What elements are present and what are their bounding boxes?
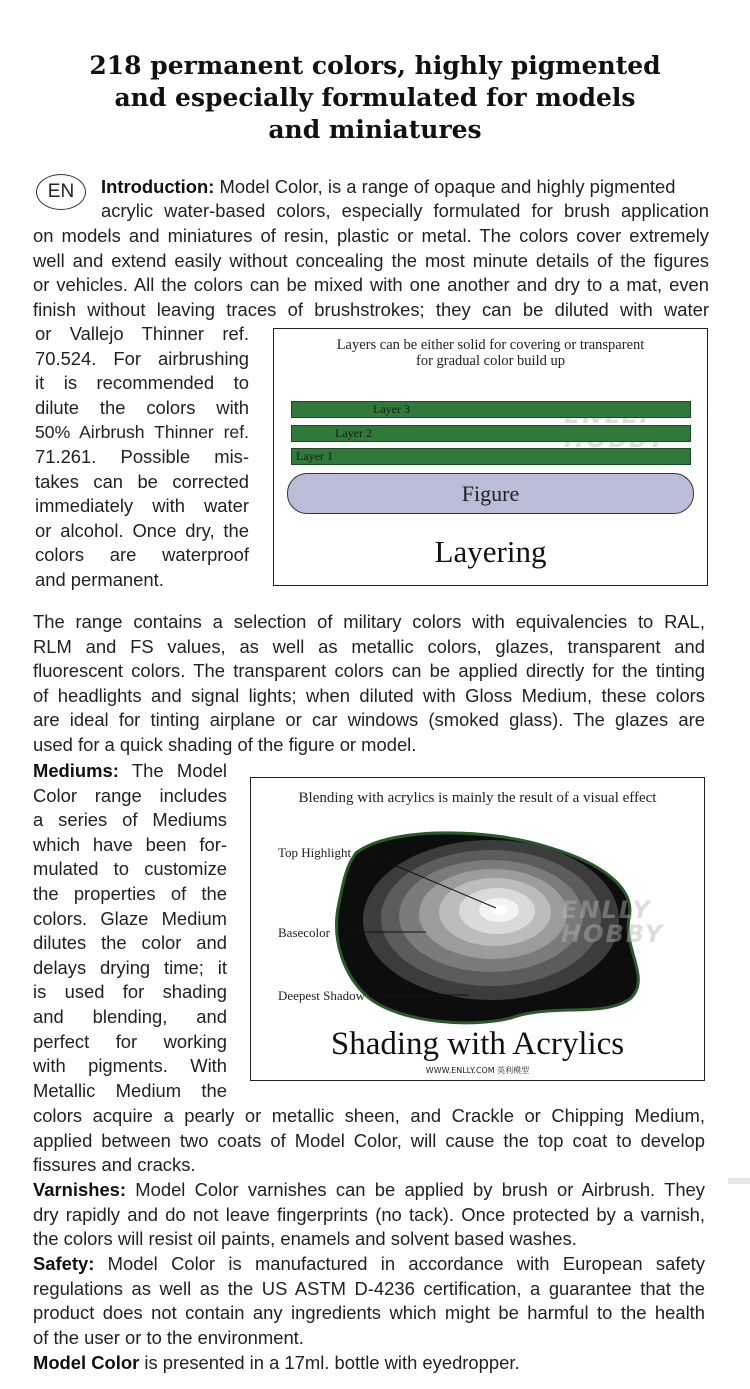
shading-title: Shading with Acrylics bbox=[330, 1026, 625, 1062]
intro-col-line: or Vallejo Thinner ref. bbox=[35, 323, 249, 344]
watermark-line-2: HOBBY bbox=[561, 920, 665, 948]
mediums-col-line: colors. Glaze Medium bbox=[33, 907, 227, 929]
safety-paragraph bbox=[33, 1252, 705, 1350]
layering-title: Layering bbox=[434, 534, 547, 569]
intro-line-1: Model Color, is a range of opaque and highly pigmented bbox=[219, 176, 676, 197]
closing-line bbox=[33, 1351, 705, 1376]
page-title bbox=[0, 50, 750, 146]
shading-caption: Blending with acrylics is mainly the result of a visual effect bbox=[298, 790, 657, 806]
varnishes-heading: Varnishes: bbox=[33, 1179, 127, 1200]
safety-line: regulations as well as the US ASTM D-4236 certification, a guarantee that the bbox=[33, 1277, 705, 1299]
mediums-col-line: and blending, and bbox=[33, 1005, 227, 1027]
intro-col-line: or alcohol. Once dry, the bbox=[35, 519, 249, 541]
edge-tab bbox=[728, 1178, 750, 1184]
title-line-3: and miniatures bbox=[268, 115, 482, 144]
intro-col-line: dilute the colors with bbox=[35, 396, 249, 418]
mediums-first-line bbox=[33, 759, 227, 784]
intro-col-line: 71.261. Possible mis- bbox=[35, 445, 249, 467]
layer-2-label: Layer 2 bbox=[335, 426, 372, 440]
mediums-col-line: Metallic Medium the bbox=[33, 1079, 227, 1101]
title-line-2: and especially formulated for models bbox=[114, 83, 636, 112]
safety-heading: Safety: bbox=[33, 1253, 95, 1274]
intro-line-4: well and extend easily without concealing the most minute details of the figures bbox=[33, 250, 709, 271]
mediums-col-line: a series of Mediums bbox=[33, 809, 227, 831]
intro-line-3: on models and miniatures of resin, plastic or metal. The colors cover extremely bbox=[33, 225, 709, 246]
figure-base: Figure bbox=[287, 473, 694, 514]
layering-caption-line-1: Layers can be either solid for covering or transparent bbox=[336, 337, 645, 353]
varnishes-line: dry rapidly and do not leave fingerprints (no tack). Once protected by a varnish, bbox=[33, 1203, 705, 1225]
intro-line-5: or vehicles. All the colors can be mixed with one another and dry to a mat, even bbox=[33, 274, 709, 295]
mediums-col-line: dilutes the color and bbox=[33, 932, 227, 954]
shading-figure bbox=[250, 777, 705, 1081]
layer-2-bar bbox=[291, 425, 691, 442]
mediums-col-line: which have been for- bbox=[33, 833, 227, 855]
range-line: fluorescent colors. The transparent colors can be applied directly for the tinting bbox=[33, 660, 705, 682]
layer-3-bar bbox=[291, 401, 691, 418]
mediums-col-line: is used for shading bbox=[33, 981, 227, 1003]
label-top-highlight: Top Highlight bbox=[278, 845, 352, 860]
shading-footer: WWW.ENLLY.COM 英利模型 bbox=[425, 1066, 530, 1075]
mediums-col-line: with pigments. With bbox=[33, 1055, 227, 1077]
label-basecolor: Basecolor bbox=[278, 925, 330, 940]
layering-caption bbox=[274, 337, 707, 369]
language-badge: EN bbox=[36, 174, 86, 210]
layer-3-label: Layer 3 bbox=[373, 402, 410, 416]
safety-line: product does not contain any ingredients which might be harmful to the health bbox=[33, 1302, 705, 1324]
range-line: are ideal for tinting airplane or car windows (smoked glass). The glazes are bbox=[33, 709, 705, 731]
mediums-col-line: Color range includes bbox=[33, 784, 227, 806]
mediums-col-line: mulated to customize bbox=[33, 858, 227, 880]
varnishes-paragraph bbox=[33, 1178, 705, 1252]
range-paragraph bbox=[33, 610, 705, 758]
varnishes-line: Model Color varnishes can be applied by brush or Airbrush. They bbox=[135, 1179, 705, 1200]
intro-column bbox=[35, 322, 249, 593]
mediums-full-line: colors acquire a pearly or metallic sheen, and Crackle or Chipping Medium, bbox=[33, 1105, 705, 1126]
watermark-line-1: ENLLY bbox=[561, 896, 652, 924]
intro-col-line: and permanent. bbox=[35, 568, 164, 590]
mediums-full-line: applied between two coats of Model Color, will cause the top coat to develop bbox=[33, 1129, 705, 1151]
layer-1-bar bbox=[291, 448, 691, 465]
intro-col-line: 70.524. For airbrushing bbox=[35, 347, 249, 369]
closing-heading: Model Color bbox=[33, 1352, 140, 1373]
varnishes-line: the colors will resist oil paints, enamels and solvent based washes. bbox=[33, 1228, 577, 1250]
intro-col-line: takes can be corrected bbox=[35, 470, 249, 492]
intro-col-line: immediately with water bbox=[35, 495, 249, 517]
closing-text: is presented in a 17ml. bottle with eyedropper. bbox=[144, 1352, 520, 1373]
mediums-col-line: perfect for working bbox=[33, 1030, 227, 1052]
title-line-1: 218 permanent colors, highly pigmented bbox=[89, 51, 661, 80]
intro-first-line bbox=[101, 175, 709, 200]
safety-line: of the user or to the environment. bbox=[33, 1326, 304, 1348]
mediums-col-line: the properties of the bbox=[33, 882, 227, 904]
intro-col-line: 50% Airbrush Thinner ref. bbox=[35, 422, 249, 443]
intro-heading: Introduction: bbox=[101, 176, 215, 197]
mediums-full-line: fissures and cracks. bbox=[33, 1154, 196, 1176]
layering-figure bbox=[273, 328, 708, 586]
layer-1-label: Layer 1 bbox=[296, 449, 333, 463]
mediums-heading: Mediums: bbox=[33, 760, 119, 781]
intro-col-line: it is recommended to bbox=[35, 372, 249, 394]
mediums-column bbox=[33, 759, 227, 1103]
safety-line: Model Color is manufactured in accordance with European safety bbox=[107, 1253, 705, 1274]
intro-line-2: acrylic water-based colors, especially formulated for brush application bbox=[101, 200, 709, 221]
mediums-continuation bbox=[33, 1104, 705, 1178]
mediums-first-text: The Model bbox=[131, 760, 228, 781]
mediums-col-line: delays drying time; it bbox=[33, 956, 227, 978]
layering-caption-line-2: for gradual color build up bbox=[416, 353, 565, 369]
range-line: The range contains a selection of military colors with equivalencies to RAL, bbox=[33, 611, 705, 632]
range-line: RLM and FS values, as well as metallic colors, glazes, transparent and bbox=[33, 635, 705, 657]
intro-line-6: finish without leaving traces of brushstrokes; they can be diluted with water bbox=[33, 299, 709, 320]
range-line: used for a quick shading of the figure or model. bbox=[33, 733, 417, 755]
label-deepest-shadow: Deepest Shadow bbox=[278, 988, 366, 1003]
range-line: of headlights and signal lights; when diluted with Gloss Medium, these colors bbox=[33, 684, 705, 706]
intro-col-line: colors are waterproof bbox=[35, 544, 249, 566]
